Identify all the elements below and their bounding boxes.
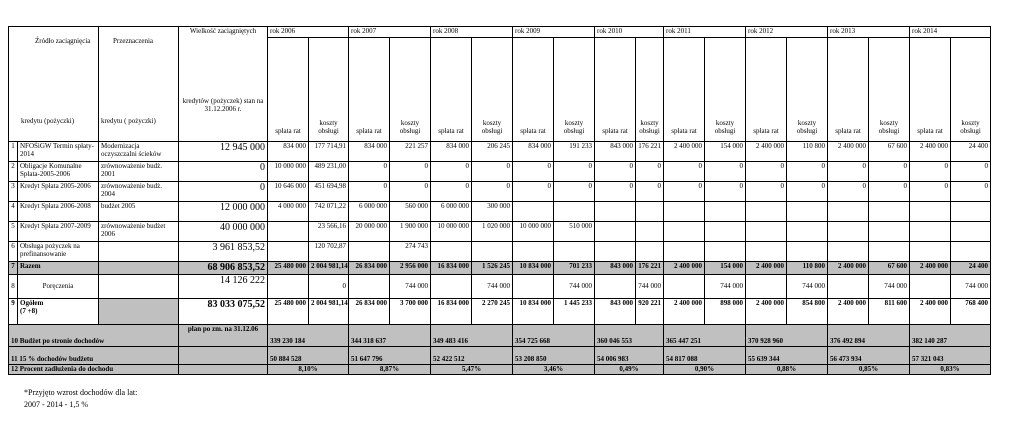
splata-cell: 20 000 000: [349, 222, 390, 242]
koszty-cell: 0: [309, 274, 349, 298]
splata-cell: 834 000: [513, 142, 554, 162]
row-label: Razem: [18, 262, 99, 275]
splata-cell: [910, 222, 951, 242]
header-koszty: koszty obsługi: [787, 38, 828, 142]
summary-value: 354 725 668: [513, 324, 595, 346]
koszty-cell: [869, 222, 910, 242]
summary-value: 57 321 043: [910, 346, 991, 364]
year-2008: rok 2008: [431, 27, 513, 38]
splata-cell: 6 000 000: [431, 202, 472, 222]
summary-value: 339 230 184: [268, 324, 349, 346]
row-purpose: [99, 298, 179, 324]
splata-cell: [595, 222, 636, 242]
splata-cell: 2 400 000: [828, 142, 869, 162]
splata-cell: 0: [349, 162, 390, 182]
splata-cell: [268, 274, 309, 298]
koszty-cell: 110 800: [787, 142, 828, 162]
splata-cell: 0: [513, 162, 554, 182]
summary-value: 0,88%: [746, 364, 828, 374]
koszty-cell: 67 600: [869, 262, 910, 275]
koszty-cell: 2 004 981,14: [309, 298, 349, 324]
koszty-cell: 1 526 245: [472, 262, 513, 275]
row-source: Kredyt Spłata 2005-2006: [18, 182, 99, 202]
koszty-cell: 274 743: [390, 242, 431, 262]
splata-cell: [513, 274, 554, 298]
row-note: [179, 346, 268, 364]
splata-cell: 0: [431, 162, 472, 182]
splata-cell: 2 400 000: [828, 298, 869, 324]
table-row-total: [9, 262, 991, 275]
splata-cell: [828, 274, 869, 298]
splata-cell: 6 000 000: [349, 202, 390, 222]
table-row: [9, 222, 991, 242]
row-label-text: 15 % dochodów budżetu: [19, 355, 94, 364]
koszty-cell: 1 900 000: [390, 222, 431, 242]
row-purpose: budżet 2005: [99, 202, 179, 222]
splata-cell: [664, 242, 705, 262]
koszty-cell: [705, 242, 746, 262]
row-number: 11: [11, 355, 18, 364]
koszty-cell: 560 000: [390, 202, 431, 222]
splata-cell: 25 480 000: [268, 298, 309, 324]
row-label: [18, 298, 99, 324]
header-splata: spłata rat: [349, 38, 390, 142]
year-2009: rok 2009: [513, 27, 595, 38]
koszty-cell: 0: [705, 182, 746, 202]
row-label-sub: (7 +8): [20, 306, 38, 315]
splata-cell: [828, 242, 869, 262]
koszty-cell: 191 233: [554, 142, 595, 162]
koszty-cell: 221 257: [390, 142, 431, 162]
header-amount: [179, 27, 268, 142]
summary-value: 382 140 287: [910, 324, 991, 346]
splata-cell: [746, 274, 787, 298]
splata-cell: 10 000 000: [431, 222, 472, 242]
koszty-cell: 0: [951, 162, 991, 182]
koszty-cell: 744 000: [472, 274, 513, 298]
header-koszty: koszty obsługi: [705, 38, 746, 142]
summary-value: 55 639 344: [746, 346, 828, 364]
splata-cell: 10 834 000: [513, 262, 554, 275]
splata-cell: 16 834 000: [431, 298, 472, 324]
year-2013: rok 2013: [828, 27, 910, 38]
splata-cell: 834 000: [268, 142, 309, 162]
koszty-cell: [472, 242, 513, 262]
table-row: [9, 142, 991, 162]
splata-cell: 2 400 000: [910, 142, 951, 162]
splata-cell: 2 400 000: [746, 298, 787, 324]
summary-value: 349 483 416: [431, 324, 513, 346]
row-purpose: zrównoważenie budżet 2006: [99, 222, 179, 242]
row-source: Obsługa pożyczek na prefinansowanie: [18, 242, 99, 262]
year-2007: rok 2007: [349, 27, 431, 38]
header-koszty: koszty obsługi: [636, 38, 664, 142]
summary-value: 50 884 528: [268, 346, 349, 364]
row-number: 12: [11, 364, 18, 373]
summary-value: 8,87%: [349, 364, 431, 374]
koszty-cell: 0: [472, 182, 513, 202]
row-label: [9, 346, 179, 364]
koszty-cell: 489 231,00: [309, 162, 349, 182]
koszty-cell: 744 000: [636, 274, 664, 298]
table-row: [9, 162, 991, 182]
summary-value: 51 647 796: [349, 346, 431, 364]
splata-cell: 25 480 000: [268, 262, 309, 275]
koszty-cell: 110 800: [787, 262, 828, 275]
table-row-summary: [9, 346, 991, 364]
koszty-cell: [787, 202, 828, 222]
splata-cell: [664, 222, 705, 242]
header-splata: spłata rat: [746, 38, 787, 142]
row-amount: 3 961 853,52: [179, 242, 268, 262]
year-2011: rok 2011: [664, 27, 746, 38]
splata-cell: 834 000: [349, 142, 390, 162]
splata-cell: 10 834 000: [513, 298, 554, 324]
header-koszty: koszty obsługi: [951, 38, 991, 142]
koszty-cell: [951, 222, 991, 242]
table-row: [9, 202, 991, 222]
koszty-cell: 0: [636, 182, 664, 202]
koszty-cell: 510 000: [554, 222, 595, 242]
koszty-cell: [787, 222, 828, 242]
splata-cell: [828, 222, 869, 242]
koszty-cell: [869, 202, 910, 222]
row-amount: 40 000 000: [179, 222, 268, 242]
row-label: [9, 364, 179, 374]
koszty-cell: 811 600: [869, 298, 910, 324]
koszty-cell: 177 714,91: [309, 142, 349, 162]
header-koszty: koszty obsługi: [554, 38, 595, 142]
row-label-main: Ogółem: [20, 298, 44, 307]
summary-value: 3,46%: [513, 364, 595, 374]
splata-cell: [513, 242, 554, 262]
koszty-cell: 24 400: [951, 262, 991, 275]
splata-cell: [268, 222, 309, 242]
splata-cell: 10 000 000: [268, 162, 309, 182]
row-amount: 14 126 222: [179, 274, 268, 298]
row-source: Obligacje Komunalne Spłata-2005-2006: [18, 162, 99, 182]
koszty-cell: 0: [869, 162, 910, 182]
koszty-cell: 744 000: [390, 274, 431, 298]
koszty-cell: 744 000: [951, 274, 991, 298]
summary-value: 53 208 850: [513, 346, 595, 364]
summary-value: 54 006 983: [595, 346, 664, 364]
koszty-cell: 0: [869, 182, 910, 202]
koszty-cell: 154 000: [705, 262, 746, 275]
header-purpose-bottom: kredytu ( pożyczki): [101, 117, 156, 126]
splata-cell: 0: [910, 182, 951, 202]
koszty-cell: [951, 242, 991, 262]
row-number: 5: [9, 222, 18, 242]
koszty-cell: 0: [390, 162, 431, 182]
splata-cell: 0: [828, 182, 869, 202]
summary-value: 344 318 637: [349, 324, 431, 346]
koszty-cell: 2 270 245: [472, 298, 513, 324]
header-splata: spłata rat: [828, 38, 869, 142]
koszty-cell: [636, 242, 664, 262]
summary-value: 5,47%: [431, 364, 513, 374]
row-amount: 12 000 000: [179, 202, 268, 222]
row-label-text: Budżet po stronie dochodów: [19, 337, 105, 346]
koszty-cell: 898 000: [705, 298, 746, 324]
koszty-cell: 154 000: [705, 142, 746, 162]
koszty-cell: 0: [472, 162, 513, 182]
row-number: 8: [9, 274, 18, 298]
row-label-text: Procent zadłużenia do dochodu: [19, 364, 114, 373]
splata-cell: [595, 242, 636, 262]
koszty-cell: 1 445 233: [554, 298, 595, 324]
splata-cell: 2 400 000: [746, 142, 787, 162]
row-purpose: Modernizacja oczyszczalni ścieków: [99, 142, 179, 162]
header-splata: spłata rat: [513, 38, 554, 142]
year-2012: rok 2012: [746, 27, 828, 38]
header-purpose: [99, 27, 179, 142]
summary-value: 376 492 894: [828, 324, 910, 346]
koszty-cell: 0: [554, 162, 595, 182]
summary-value: 56 473 934: [828, 346, 910, 364]
summary-value: 52 422 512: [431, 346, 513, 364]
row-source: Kredyt Spłata 2007-2009: [18, 222, 99, 242]
splata-cell: 0: [431, 182, 472, 202]
footnote-line2: 2007 - 2014 - 1,5 %: [24, 400, 88, 409]
koszty-cell: 300 000: [472, 202, 513, 222]
table-row-summary: [9, 324, 991, 346]
koszty-cell: 744 000: [554, 274, 595, 298]
splata-cell: 10 000 000: [513, 222, 554, 242]
splata-cell: [910, 274, 951, 298]
row-amount: 12 945 000: [179, 142, 268, 162]
splata-cell: 843 000: [595, 262, 636, 275]
header-source-bottom: kredytu (pożyczki): [21, 117, 75, 126]
koszty-cell: [636, 202, 664, 222]
koszty-cell: [705, 202, 746, 222]
summary-value: 0,90%: [664, 364, 746, 374]
splata-cell: [746, 202, 787, 222]
splata-cell: 2 400 000: [746, 262, 787, 275]
koszty-cell: 120 702,87: [309, 242, 349, 262]
splata-cell: 2 400 000: [664, 262, 705, 275]
header-amount-bottom: kredytów (pożyczek) stan na 31.12.2006 r.: [182, 97, 264, 114]
year-2014: rok 2014: [910, 27, 991, 38]
row-note: [179, 364, 268, 374]
row-number: 4: [9, 202, 18, 222]
splata-cell: [431, 274, 472, 298]
splata-cell: 16 834 000: [431, 262, 472, 275]
koszty-cell: [951, 202, 991, 222]
row-amount: 0: [179, 162, 268, 182]
row-number: 6: [9, 242, 18, 262]
table-row-summary: [9, 364, 991, 374]
koszty-cell: 0: [636, 162, 664, 182]
koszty-cell: [554, 242, 595, 262]
koszty-cell: 3 700 000: [390, 298, 431, 324]
row-amount: 68 906 853,52: [179, 262, 268, 275]
splata-cell: 0: [349, 182, 390, 202]
year-2006: rok 2006: [268, 27, 349, 38]
row-purpose: zrównoważenie budż. 2004: [99, 182, 179, 202]
summary-value: 360 046 553: [595, 324, 664, 346]
summary-value: 0,49%: [595, 364, 664, 374]
header-purpose-top: Przeznaczenia: [113, 37, 154, 45]
splata-cell: [910, 202, 951, 222]
row-amount: 83 033 075,52: [179, 298, 268, 324]
row-source: Kredyt Spłata 2006-2008: [18, 202, 99, 222]
row-purpose: [99, 274, 179, 298]
splata-cell: 2 400 000: [910, 298, 951, 324]
splata-cell: [595, 274, 636, 298]
koszty-cell: 451 694,98: [309, 182, 349, 202]
row-purpose: [99, 262, 179, 275]
row-purpose: zrównoważenie budż. 2001: [99, 162, 179, 182]
table-row: [9, 242, 991, 262]
koszty-cell: 744 000: [869, 274, 910, 298]
koszty-cell: 744 000: [787, 274, 828, 298]
splata-cell: 4 000 000: [268, 202, 309, 222]
header-koszty: koszty obsługi: [309, 38, 349, 142]
splata-cell: [513, 202, 554, 222]
summary-value: 365 447 251: [664, 324, 746, 346]
koszty-cell: 0: [787, 162, 828, 182]
year-2010: rok 2010: [595, 27, 664, 38]
row-number: 9: [9, 298, 18, 324]
splata-cell: 0: [746, 182, 787, 202]
splata-cell: [746, 222, 787, 242]
header-splata: spłata rat: [268, 38, 309, 142]
koszty-cell: [636, 222, 664, 242]
footnote-line1: *Przyjęto wzrost dochodów dla lat:: [24, 388, 138, 397]
koszty-cell: 0: [951, 182, 991, 202]
summary-value: 0,83%: [910, 364, 991, 374]
koszty-cell: [705, 222, 746, 242]
header-source: [9, 27, 99, 142]
splata-cell: 0: [664, 162, 705, 182]
splata-cell: [664, 274, 705, 298]
splata-cell: 2 400 000: [828, 262, 869, 275]
koszty-cell: 920 221: [636, 298, 664, 324]
header-source-top: Źródło zaciągnięcia: [35, 37, 91, 45]
koszty-cell: 67 600: [869, 142, 910, 162]
splata-cell: [268, 242, 309, 262]
splata-cell: [828, 202, 869, 222]
row-number: 10: [11, 337, 18, 346]
splata-cell: [349, 242, 390, 262]
splata-cell: [664, 202, 705, 222]
header-koszty: koszty obsługi: [869, 38, 910, 142]
koszty-cell: 1 020 000: [472, 222, 513, 242]
koszty-cell: 0: [787, 182, 828, 202]
splata-cell: [349, 274, 390, 298]
koszty-cell: 206 245: [472, 142, 513, 162]
koszty-cell: 2 004 981,14: [309, 262, 349, 275]
splata-cell: 0: [828, 162, 869, 182]
splata-cell: 843 000: [595, 142, 636, 162]
koszty-cell: 2 956 000: [390, 262, 431, 275]
koszty-cell: 0: [554, 182, 595, 202]
header-splata: spłata rat: [595, 38, 636, 142]
splata-cell: 0: [595, 182, 636, 202]
splata-cell: [910, 242, 951, 262]
row-source: NFOŚiGW Termin spłaty-2014: [18, 142, 99, 162]
splata-cell: 10 646 000: [268, 182, 309, 202]
table-row: [9, 274, 991, 298]
row-amount: 0: [179, 182, 268, 202]
header-splata: spłata rat: [910, 38, 951, 142]
koszty-cell: 768 400: [951, 298, 991, 324]
koszty-cell: 23 566,16: [309, 222, 349, 242]
koszty-cell: 176 221: [636, 262, 664, 275]
header-amount-top: Wielkość zaciągniętych: [189, 27, 257, 35]
debt-table: [8, 26, 991, 375]
splata-cell: 843 000: [595, 298, 636, 324]
header-koszty: koszty obsługi: [390, 38, 431, 142]
koszty-cell: 0: [390, 182, 431, 202]
summary-value: 54 817 088: [664, 346, 746, 364]
koszty-cell: 701 233: [554, 262, 595, 275]
splata-cell: 0: [910, 162, 951, 182]
koszty-cell: 24 400: [951, 142, 991, 162]
splata-cell: [595, 202, 636, 222]
row-purpose: [99, 242, 179, 262]
splata-cell: 0: [664, 182, 705, 202]
row-label: Poręczenia: [18, 274, 99, 298]
row-number: 1: [9, 142, 18, 162]
koszty-cell: 854 800: [787, 298, 828, 324]
koszty-cell: [554, 202, 595, 222]
summary-value: 0,85%: [828, 364, 910, 374]
table-row-grand-total: [9, 298, 991, 324]
splata-cell: 2 400 000: [664, 298, 705, 324]
header-splata: spłata rat: [664, 38, 705, 142]
splata-cell: 0: [746, 162, 787, 182]
splata-cell: 0: [595, 162, 636, 182]
splata-cell: 26 834 000: [349, 298, 390, 324]
koszty-cell: 176 221: [636, 142, 664, 162]
koszty-cell: [869, 242, 910, 262]
splata-cell: [746, 242, 787, 262]
splata-cell: 26 834 000: [349, 262, 390, 275]
splata-cell: 0: [513, 182, 554, 202]
row-number: 7: [9, 262, 18, 275]
koszty-cell: [787, 242, 828, 262]
row-number: 2: [9, 162, 18, 182]
table-row: [9, 182, 991, 202]
row-note: plan po zm. na 31.12.06: [179, 324, 268, 346]
koszty-cell: 744 000: [705, 274, 746, 298]
koszty-cell: 0: [705, 162, 746, 182]
header-koszty: koszty obsługi: [472, 38, 513, 142]
header-splata: spłata rat: [431, 38, 472, 142]
summary-value: 8,10%: [268, 364, 349, 374]
row-number: 3: [9, 182, 18, 202]
splata-cell: 834 000: [431, 142, 472, 162]
splata-cell: 2 400 000: [910, 262, 951, 275]
koszty-cell: 742 071,22: [309, 202, 349, 222]
splata-cell: [431, 242, 472, 262]
row-label: [9, 324, 179, 346]
splata-cell: 2 400 000: [664, 142, 705, 162]
summary-value: 370 928 960: [746, 324, 828, 346]
